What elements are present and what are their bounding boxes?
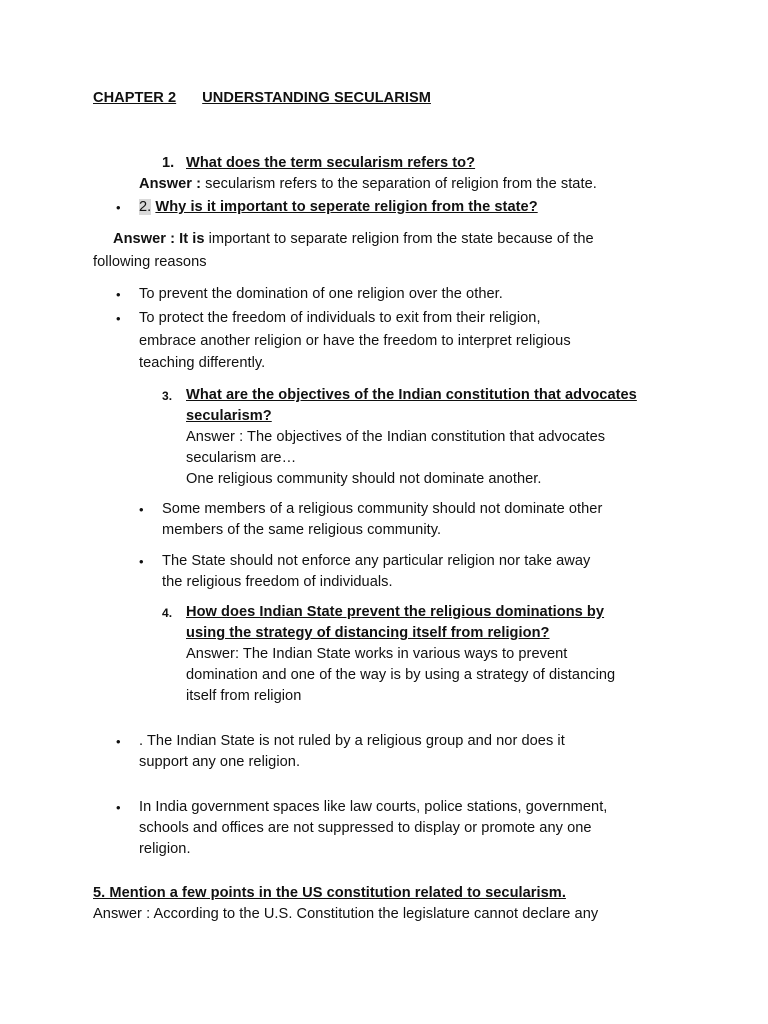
q4-point-2-line-1: In India government spaces like law courts, police stations, government,: [139, 799, 608, 815]
q2-answer-text: important to separate religion from the state because of the: [204, 231, 594, 247]
q4-point-2-bullet: •: [116, 800, 121, 815]
q5-answer: Answer : According to the U.S. Constitution the legislature cannot declare any: [93, 906, 599, 922]
q2-answer-label: Answer : It is: [113, 231, 205, 247]
q3-point-1-line-1: Some members of a religious community should not dominate other: [162, 501, 603, 517]
q1-answer-text: secularism refers to the separation of religion from the state.: [201, 176, 597, 192]
q1-answer-label: Answer :: [139, 176, 202, 192]
q4-question-line-2: using the strategy of distancing itself from religion?: [186, 625, 550, 641]
q3-question-line-2: secularism?: [186, 408, 272, 424]
q2-point-1-bullet: •: [116, 287, 121, 302]
q2-point-2-bullet: •: [116, 311, 121, 326]
q3-number: 3.: [162, 389, 173, 403]
q3-answer-line-1: Answer : The objectives of the Indian constitution that advocates: [186, 429, 606, 445]
q4-number: 4.: [162, 606, 173, 620]
q4-question-line-1: How does Indian State prevent the religious dominations by: [186, 604, 605, 620]
q2-answer-line2: following reasons: [93, 254, 207, 270]
chapter-heading: [93, 88, 431, 109]
q3-answer-line-2: secularism are…: [186, 450, 297, 466]
q2-bullet: •: [116, 200, 121, 215]
q4-answer-line-3: itself from religion: [186, 688, 302, 704]
q3-point-1-bullet: •: [139, 502, 144, 517]
q2-number: 2.: [139, 199, 152, 215]
q4-point-2-line-3: religion.: [139, 841, 191, 857]
q2-question-line: [139, 197, 538, 218]
q4-point-2-line-2: schools and offices are not suppressed to display or promote any one: [139, 820, 592, 836]
q4-answer-line-1: Answer: The Indian State works in various ways to prevent: [186, 646, 568, 662]
q3-answer-line-3: One religious community should not dominate another.: [186, 471, 542, 487]
q3-question-line-1: What are the objectives of the Indian constitution that advocates: [186, 387, 637, 403]
q2-question: Why is it important to seperate religion from the state?: [155, 199, 538, 215]
chapter-number: CHAPTER 2: [93, 90, 177, 106]
q3-point-2-line-2: the religious freedom of individuals.: [162, 574, 393, 590]
q1-answer: [139, 174, 597, 195]
q4-point-1-line-1: . The Indian State is not ruled by a religious group and nor does it: [139, 733, 565, 749]
q4-point-1-line-2: support any one religion.: [139, 754, 301, 770]
q5-question: 5. Mention a few points in the US constitution related to secularism.: [93, 885, 566, 901]
chapter-title: UNDERSTANDING SECULARISM: [202, 90, 431, 106]
q3-point-2-line-1: The State should not enforce any particular religion nor take away: [162, 553, 591, 569]
q1-question: What does the term secularism refers to?: [186, 155, 476, 171]
q3-point-2-bullet: •: [139, 554, 144, 569]
q2-point-1: To prevent the domination of one religion over the other.: [139, 286, 503, 302]
q2-answer: [113, 229, 594, 250]
q2-point-2-line-1: To protect the freedom of individuals to exit from their religion,: [139, 310, 541, 326]
q1-number: 1.: [162, 155, 175, 171]
q2-point-2-line-2: embrace another religion or have the freedom to interpret religious: [139, 333, 571, 349]
q4-answer-line-2: domination and one of the way is by using a strategy of distancing: [186, 667, 616, 683]
q4-point-1-bullet: •: [116, 734, 121, 749]
q3-point-1-line-2: members of the same religious community.: [162, 522, 442, 538]
q2-point-2-line-3: teaching differently.: [139, 355, 266, 371]
